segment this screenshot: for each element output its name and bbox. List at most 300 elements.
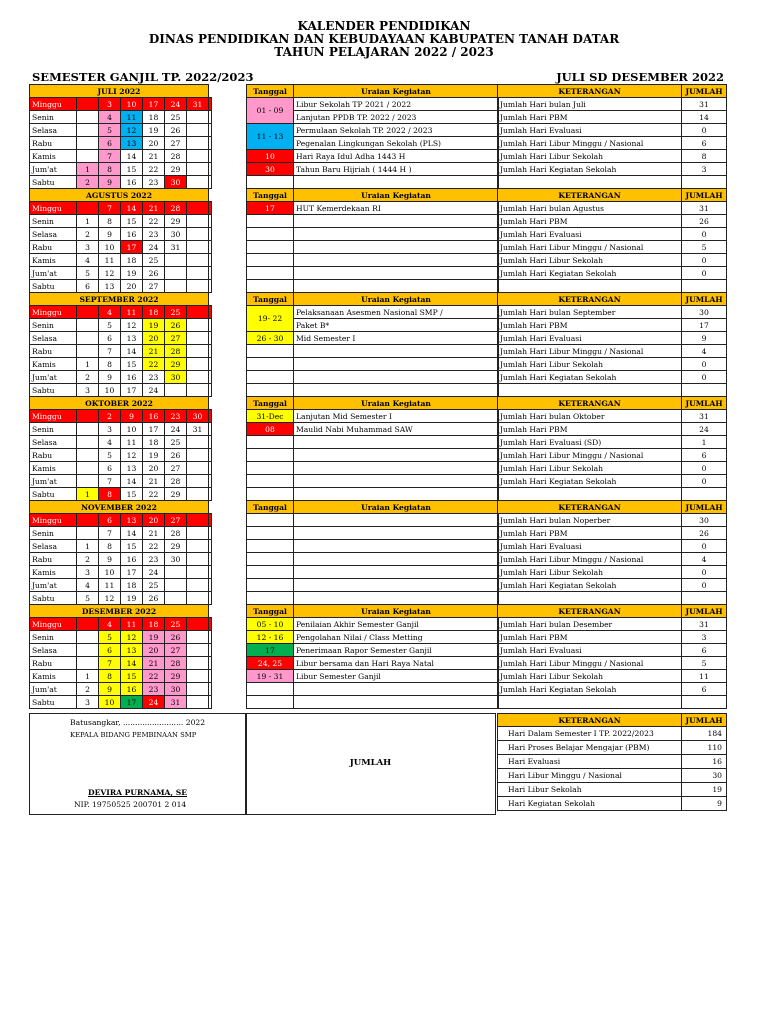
- date-cell: 14: [121, 475, 143, 488]
- date-cell: 27: [143, 280, 165, 293]
- note-value: 4: [682, 345, 727, 358]
- date-cell: 20: [143, 137, 165, 150]
- activity-row: [247, 241, 499, 254]
- note-value: 3: [682, 163, 727, 176]
- date-cell: [187, 137, 209, 150]
- note-value: 3: [682, 631, 727, 644]
- date-cell: 24: [143, 696, 165, 709]
- date-cell: [209, 566, 212, 579]
- note-row: [498, 644, 727, 657]
- note-value: [682, 176, 727, 189]
- date-cell: [77, 475, 99, 488]
- date-cell: [77, 410, 99, 423]
- date-cell: 12: [121, 449, 143, 462]
- date-cell: [187, 631, 209, 644]
- date-cell: 9: [99, 553, 121, 566]
- day-name: Rabu: [30, 657, 77, 670]
- activity-date: 30: [247, 163, 294, 176]
- date-cell: 11: [121, 306, 143, 319]
- month-name: NOVEMBER 2022: [30, 501, 209, 514]
- summary-value: 16: [682, 755, 727, 769]
- month-header: [30, 85, 212, 98]
- date-cell: [77, 306, 99, 319]
- signature-date: Batusangkar, ......................... 2022: [70, 718, 206, 727]
- day-row: [30, 215, 212, 228]
- activity-row: [247, 202, 499, 215]
- date-cell: 16: [121, 228, 143, 241]
- note-value: 0: [682, 228, 727, 241]
- date-cell: [209, 371, 212, 384]
- day-row: [30, 696, 212, 709]
- date-cell: 12: [99, 592, 121, 605]
- date-cell: 13: [121, 644, 143, 657]
- date-cell: 2: [77, 176, 99, 189]
- date-cell: 4: [99, 436, 121, 449]
- activity-date: [247, 488, 294, 501]
- date-cell: 6: [99, 137, 121, 150]
- day-row: [30, 202, 212, 215]
- activity-date: [247, 566, 294, 579]
- date-cell: [209, 631, 212, 644]
- date-cell: 20: [121, 280, 143, 293]
- date-cell: [209, 111, 212, 124]
- date-cell: [209, 449, 212, 462]
- note-row: [498, 553, 727, 566]
- activity-date: [247, 683, 294, 696]
- note-row: [498, 280, 727, 293]
- date-cell: [209, 332, 212, 345]
- activity-date: [247, 345, 294, 358]
- note-label: Jumlah Hari Libur Minggu / Nasional: [498, 241, 682, 254]
- activity-date: 26 - 30: [247, 332, 294, 345]
- activity-row: [247, 332, 499, 345]
- activity-row: [247, 228, 499, 241]
- tanggal-header: Tanggal: [247, 501, 294, 514]
- date-cell: [77, 124, 99, 137]
- date-cell: [187, 475, 209, 488]
- day-row: [30, 267, 212, 280]
- activity-desc: Pelaksanaan Asesmen Nasional SMP /: [294, 306, 499, 319]
- activity-date: [247, 475, 294, 488]
- activity-date: [247, 371, 294, 384]
- date-cell: [187, 644, 209, 657]
- day-name: Senin: [30, 111, 77, 124]
- note-value: 26: [682, 215, 727, 228]
- date-cell: 27: [165, 332, 187, 345]
- note-label: Jumlah Hari Libur Sekolah: [498, 150, 682, 163]
- date-cell: [209, 228, 212, 241]
- note-label: Jumlah Hari PBM: [498, 423, 682, 436]
- day-name: Rabu: [30, 137, 77, 150]
- date-cell: 19: [143, 124, 165, 137]
- note-value: [682, 592, 727, 605]
- note-label: [498, 592, 682, 605]
- note-value: 6: [682, 644, 727, 657]
- date-cell: [187, 618, 209, 631]
- note-value: 31: [682, 202, 727, 215]
- day-row: [30, 683, 212, 696]
- activity-desc: [294, 228, 499, 241]
- activity-row: [247, 254, 499, 267]
- date-cell: [209, 137, 212, 150]
- summary-label-cell: Hari Dalam Semester I TP. 2022/2023: [498, 727, 682, 741]
- date-cell: [187, 670, 209, 683]
- note-label: [498, 280, 682, 293]
- note-row: [498, 176, 727, 189]
- date-cell: 5: [99, 631, 121, 644]
- date-cell: 4: [77, 254, 99, 267]
- date-cell: [187, 462, 209, 475]
- date-cell: [187, 371, 209, 384]
- date-cell: [209, 475, 212, 488]
- date-cell: 16: [121, 683, 143, 696]
- day-row: [30, 137, 212, 150]
- activity-desc: [294, 215, 499, 228]
- date-cell: 28: [165, 150, 187, 163]
- note-row: [498, 657, 727, 670]
- date-cell: 4: [77, 579, 99, 592]
- date-cell: 22: [143, 358, 165, 371]
- date-cell: [187, 514, 209, 527]
- day-row: [30, 384, 212, 397]
- note-value: 5: [682, 241, 727, 254]
- date-cell: 17: [143, 423, 165, 436]
- notes-header: [498, 397, 727, 410]
- day-name: Selasa: [30, 436, 77, 449]
- note-value: 31: [682, 618, 727, 631]
- note-row: [498, 475, 727, 488]
- date-cell: 31: [165, 696, 187, 709]
- activity-desc: [294, 540, 499, 553]
- date-cell: [165, 384, 187, 397]
- date-cell: 21: [143, 202, 165, 215]
- date-cell: 9: [99, 176, 121, 189]
- date-cell: 20: [143, 644, 165, 657]
- date-cell: [209, 254, 212, 267]
- month-header: [30, 189, 212, 202]
- day-name: Minggu: [30, 306, 77, 319]
- note-label: Jumlah Hari bulan Agustus: [498, 202, 682, 215]
- note-label: Jumlah Hari Evaluasi: [498, 228, 682, 241]
- date-cell: [187, 553, 209, 566]
- date-cell: [187, 449, 209, 462]
- date-cell: 1: [77, 163, 99, 176]
- note-label: Jumlah Hari bulan Oktober: [498, 410, 682, 423]
- note-row: [498, 267, 727, 280]
- date-cell: 1: [77, 540, 99, 553]
- date-cell: 15: [121, 215, 143, 228]
- date-cell: [209, 527, 212, 540]
- date-cell: 31: [187, 423, 209, 436]
- note-value: 31: [682, 98, 727, 111]
- month-name: DESEMBER 2022: [30, 605, 209, 618]
- activity-desc: [294, 527, 499, 540]
- date-cell: 24: [165, 98, 187, 111]
- activity-desc: [294, 488, 499, 501]
- date-cell: 29: [165, 488, 187, 501]
- jumlah-header: JUMLAH: [682, 85, 727, 98]
- activity-row: [247, 670, 499, 683]
- summary-label-cell: Hari Libur Sekolah: [498, 783, 682, 797]
- activity-row: [247, 150, 499, 163]
- month-name: SEPTEMBER 2022: [30, 293, 209, 306]
- activity-date: 08: [247, 423, 294, 436]
- activity-row: [247, 384, 499, 397]
- day-name: Kamis: [30, 150, 77, 163]
- date-cell: 26: [165, 449, 187, 462]
- date-cell: 5: [99, 449, 121, 462]
- note-row: [498, 306, 727, 319]
- day-row: [30, 423, 212, 436]
- date-cell: 6: [99, 514, 121, 527]
- date-cell: [187, 111, 209, 124]
- activity-desc: Pegenalan Lingkungan Sekolah (PLS): [294, 137, 499, 150]
- activity-date: [247, 436, 294, 449]
- date-cell: [209, 540, 212, 553]
- date-cell: 31: [165, 241, 187, 254]
- date-cell: 8: [99, 488, 121, 501]
- activity-date: 10: [247, 150, 294, 163]
- date-cell: [77, 137, 99, 150]
- summary-header: [498, 714, 727, 727]
- keterangan-header: KETERANGAN: [498, 501, 682, 514]
- date-cell: 13: [121, 137, 143, 150]
- activity-row: [247, 527, 499, 540]
- date-cell: 27: [165, 644, 187, 657]
- activity-date: [247, 449, 294, 462]
- day-row: [30, 163, 212, 176]
- month-header: [30, 293, 212, 306]
- day-name: Sabtu: [30, 384, 77, 397]
- note-value: 0: [682, 540, 727, 553]
- day-row: [30, 241, 212, 254]
- note-value: 0: [682, 579, 727, 592]
- activity-desc: [294, 475, 499, 488]
- month-header: [30, 605, 212, 618]
- summary-row: [498, 755, 727, 769]
- activity-desc: [294, 514, 499, 527]
- date-cell: 12: [121, 631, 143, 644]
- note-row: [498, 488, 727, 501]
- day-row: [30, 124, 212, 137]
- day-name: Minggu: [30, 618, 77, 631]
- activity-desc: [294, 254, 499, 267]
- note-label: Jumlah Hari Kegiatan Sekolah: [498, 683, 682, 696]
- note-value: [682, 488, 727, 501]
- date-cell: 24: [143, 384, 165, 397]
- day-name: Selasa: [30, 124, 77, 137]
- activity-row: [247, 124, 499, 137]
- date-cell: [77, 332, 99, 345]
- day-name: Sabtu: [30, 696, 77, 709]
- date-cell: 21: [143, 527, 165, 540]
- activity-date: 01 - 09: [247, 98, 294, 124]
- activity-desc: [294, 592, 499, 605]
- activity-row: [247, 475, 499, 488]
- activity-row: [247, 553, 499, 566]
- day-name: Selasa: [30, 540, 77, 553]
- date-cell: 6: [99, 332, 121, 345]
- month-header: [30, 501, 212, 514]
- date-cell: 25: [165, 618, 187, 631]
- activity-desc: [294, 280, 499, 293]
- activity-row: [247, 345, 499, 358]
- note-value: 9: [682, 332, 727, 345]
- note-value: 0: [682, 371, 727, 384]
- note-label: [498, 384, 682, 397]
- date-cell: 10: [99, 566, 121, 579]
- date-cell: 15: [121, 163, 143, 176]
- note-row: [498, 319, 727, 332]
- date-cell: 19: [143, 631, 165, 644]
- date-cell: 28: [165, 202, 187, 215]
- notes-header: [498, 605, 727, 618]
- note-value: 6: [682, 449, 727, 462]
- note-row: [498, 163, 727, 176]
- activity-desc: Permulaan Sekolah TP. 2022 / 2023: [294, 124, 499, 137]
- date-cell: 25: [143, 254, 165, 267]
- activity-row: [247, 696, 499, 709]
- note-row: [498, 410, 727, 423]
- note-label: Jumlah Hari Libur Sekolah: [498, 566, 682, 579]
- date-cell: 26: [143, 592, 165, 605]
- activity-date: [247, 254, 294, 267]
- summary-value: 184: [682, 727, 727, 741]
- date-cell: 17: [143, 98, 165, 111]
- date-cell: [187, 696, 209, 709]
- uraian-header: Uraian Kegiatan: [294, 605, 499, 618]
- date-cell: 28: [165, 657, 187, 670]
- date-cell: 19: [121, 592, 143, 605]
- jumlah-header: JUMLAH: [682, 714, 727, 727]
- activity-row: [247, 657, 499, 670]
- day-name: Sabtu: [30, 488, 77, 501]
- day-name: Minggu: [30, 98, 77, 111]
- summary-label-cell: Hari Libur Minggu / Nasional: [498, 769, 682, 783]
- note-value: 4: [682, 553, 727, 566]
- date-cell: 21: [143, 345, 165, 358]
- date-cell: [209, 696, 212, 709]
- activity-date: [247, 553, 294, 566]
- date-cell: [209, 267, 212, 280]
- month-name: AGUSTUS 2022: [30, 189, 209, 202]
- summary-label-cell: Hari Kegiatan Sekolah: [498, 797, 682, 811]
- day-name: Kamis: [30, 358, 77, 371]
- date-cell: 9: [99, 371, 121, 384]
- date-cell: 4: [99, 618, 121, 631]
- date-cell: 18: [143, 306, 165, 319]
- date-cell: 30: [187, 410, 209, 423]
- date-cell: 26: [165, 319, 187, 332]
- date-cell: [209, 98, 212, 111]
- note-label: Jumlah Hari Libur Sekolah: [498, 670, 682, 683]
- day-row: [30, 449, 212, 462]
- date-cell: 23: [143, 371, 165, 384]
- day-name: Kamis: [30, 254, 77, 267]
- date-cell: 17: [121, 384, 143, 397]
- header-agency: DINAS PENDIDIKAN DAN KEBUDAYAAN KABUPATEN TANAH DATAR: [148, 32, 620, 46]
- date-cell: [187, 163, 209, 176]
- day-row: [30, 527, 212, 540]
- date-cell: 23: [143, 176, 165, 189]
- note-row: [498, 124, 727, 137]
- summary-row: [498, 727, 727, 741]
- activity-row: [247, 579, 499, 592]
- date-cell: [77, 202, 99, 215]
- date-cell: [187, 267, 209, 280]
- activity-desc: Libur Semester Ganjil: [294, 670, 499, 683]
- activity-desc: Hari Raya Idul Adha 1443 H: [294, 150, 499, 163]
- date-cell: [187, 150, 209, 163]
- date-cell: 8: [99, 215, 121, 228]
- note-row: [498, 696, 727, 709]
- activity-desc: Libur Sekolah TP 2021 / 2022: [294, 98, 499, 111]
- date-cell: [209, 423, 212, 436]
- date-cell: 26: [143, 267, 165, 280]
- activity-row: [247, 306, 499, 319]
- activity-date: [247, 579, 294, 592]
- activities-table: [246, 84, 499, 709]
- date-cell: 13: [121, 462, 143, 475]
- date-cell: 5: [99, 124, 121, 137]
- date-cell: [187, 319, 209, 332]
- note-value: 0: [682, 566, 727, 579]
- date-cell: [187, 202, 209, 215]
- activities-header: [247, 189, 499, 202]
- activity-desc: [294, 384, 499, 397]
- note-label: Jumlah Hari PBM: [498, 319, 682, 332]
- date-cell: 30: [165, 176, 187, 189]
- activity-row: [247, 423, 499, 436]
- date-cell: [187, 566, 209, 579]
- day-row: [30, 345, 212, 358]
- day-name: Rabu: [30, 241, 77, 254]
- date-cell: 30: [165, 371, 187, 384]
- date-cell: 3: [99, 423, 121, 436]
- day-row: [30, 644, 212, 657]
- date-cell: 18: [121, 254, 143, 267]
- signature-title: KEPALA BIDANG PEMBINAAN SMP: [70, 731, 197, 739]
- note-label: Jumlah Hari Kegiatan Sekolah: [498, 163, 682, 176]
- keterangan-header: KETERANGAN: [498, 85, 682, 98]
- date-cell: 10: [99, 384, 121, 397]
- date-cell: 10: [121, 423, 143, 436]
- note-label: Jumlah Hari bulan Desember: [498, 618, 682, 631]
- date-cell: [77, 618, 99, 631]
- date-cell: [209, 319, 212, 332]
- note-label: Jumlah Hari Kegiatan Sekolah: [498, 371, 682, 384]
- note-value: 1: [682, 436, 727, 449]
- keterangan-header: KETERANGAN: [498, 714, 682, 727]
- date-cell: [209, 150, 212, 163]
- date-cell: [77, 436, 99, 449]
- date-cell: 3: [77, 566, 99, 579]
- summary-row: [498, 783, 727, 797]
- summary-row: [498, 769, 727, 783]
- date-cell: [209, 163, 212, 176]
- day-name: Kamis: [30, 462, 77, 475]
- date-cell: 25: [165, 436, 187, 449]
- date-cell: 8: [99, 670, 121, 683]
- summary-table: [497, 713, 727, 811]
- signature-block: [29, 713, 247, 815]
- note-label: Jumlah Hari Libur Minggu / Nasional: [498, 553, 682, 566]
- note-label: Jumlah Hari Libur Minggu / Nasional: [498, 345, 682, 358]
- semester-title: SEMESTER GANJIL TP. 2022/2023: [32, 70, 254, 84]
- date-cell: 7: [99, 202, 121, 215]
- note-value: 0: [682, 267, 727, 280]
- date-cell: 7: [99, 657, 121, 670]
